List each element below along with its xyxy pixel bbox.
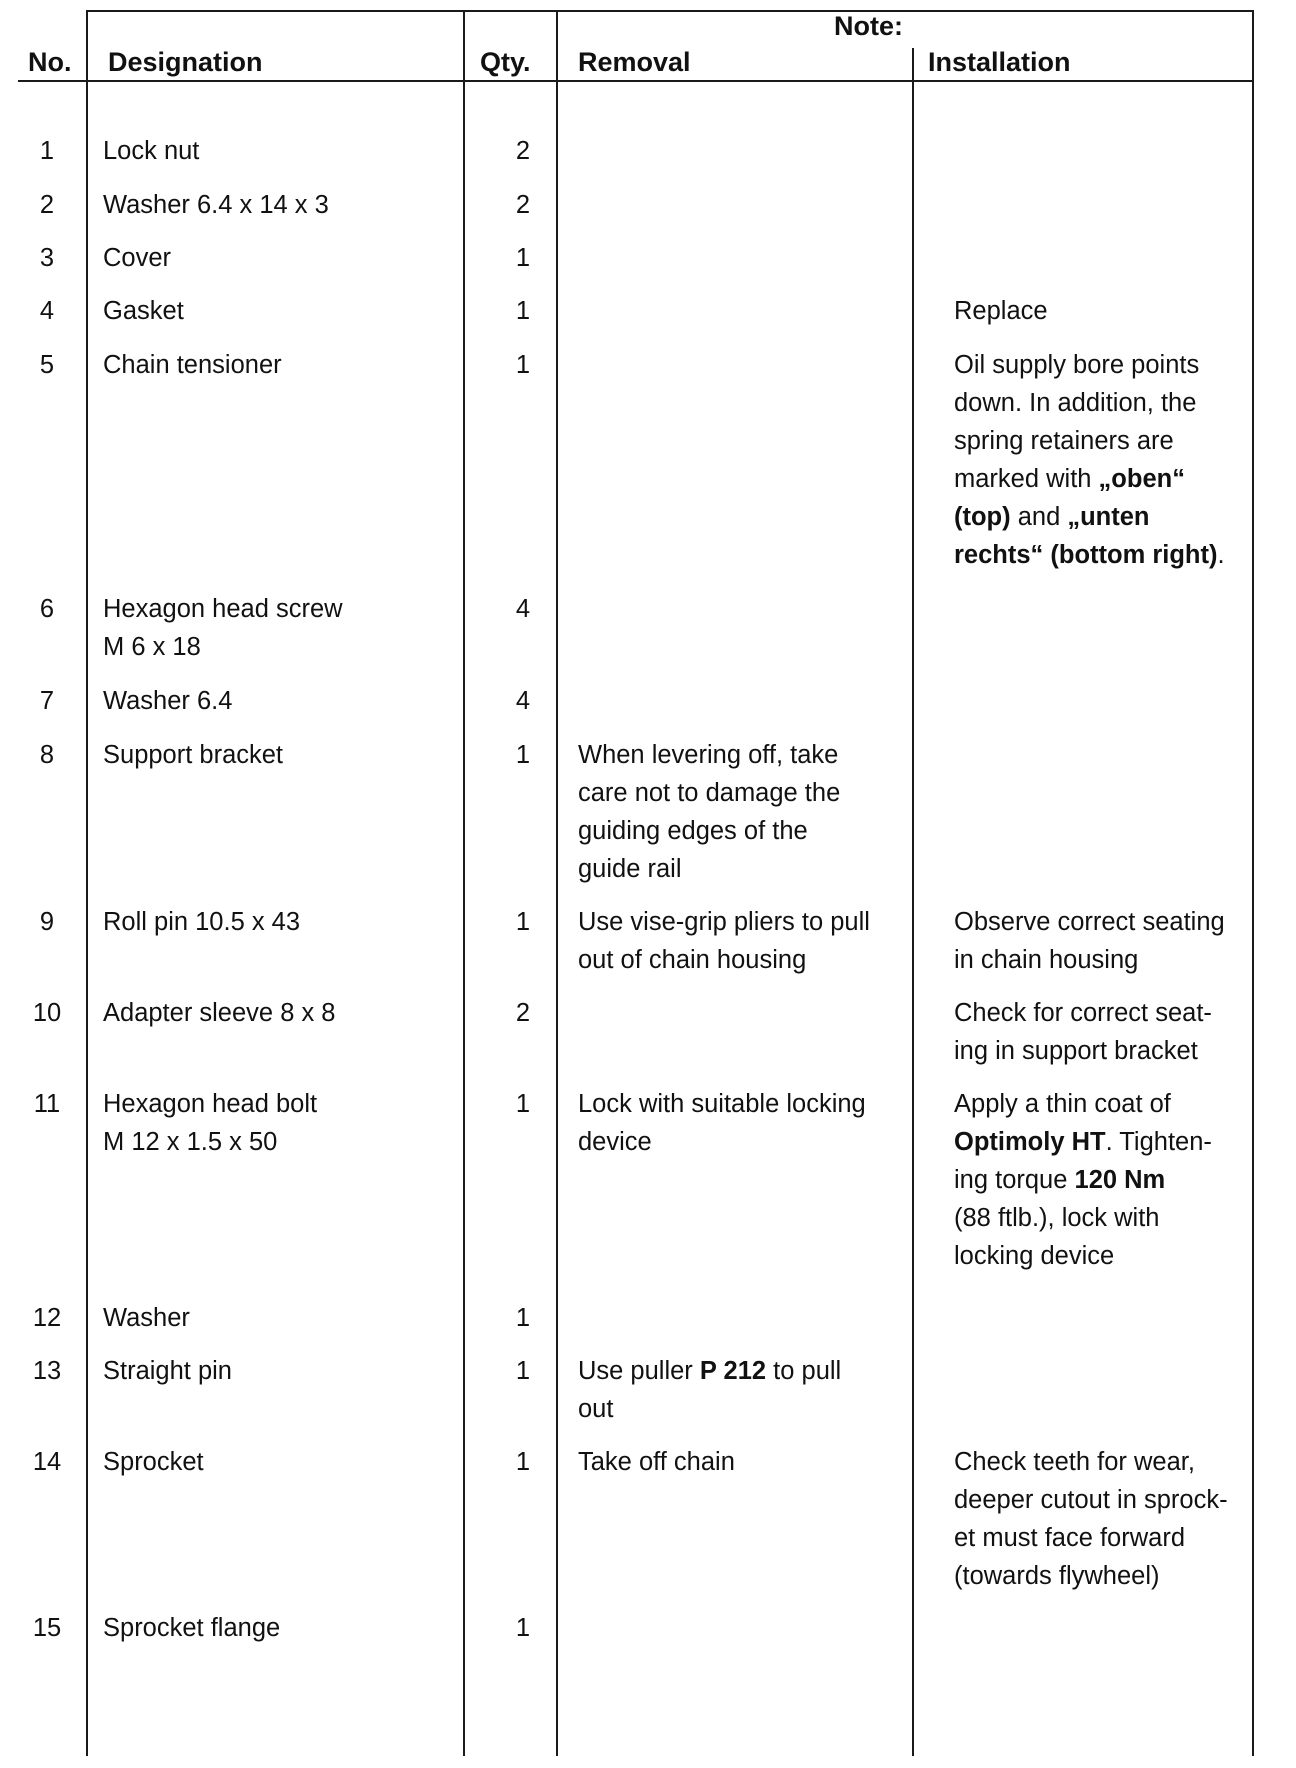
cell-designation [103,132,448,170]
text-line: device [578,1128,652,1156]
cell-designation [103,682,448,720]
cell-installation [954,903,1274,979]
text-line: M 6 x 18 [103,633,201,661]
cell-qty: 1 [515,297,531,325]
text-line: Use vise-grip pliers to pull [578,908,870,936]
cell-designation [103,346,448,384]
cell-qty: 1 [515,908,531,936]
header-no: No. [28,47,72,77]
cell-qty: 1 [515,1090,531,1118]
text-line: in chain housing [954,946,1139,974]
text-line: Sprocket [103,1448,204,1476]
text-line: guide rail [578,855,682,883]
header-note: Note: [834,11,903,41]
text-line: marked with „oben“ [954,465,1185,493]
text-line: Washer 6.4 x 14 x 3 [103,191,329,219]
cell-no: 13 [32,1357,62,1385]
cell-installation [954,1443,1274,1595]
text-line: Hexagon head screw [103,595,343,623]
cell-removal [578,1352,908,1428]
text-line: Support bracket [103,741,284,769]
cell-installation [954,1085,1274,1275]
cell-qty: 4 [515,687,531,715]
cell-designation [103,292,448,330]
cell-qty: 2 [515,999,531,1027]
cell-installation [954,292,1274,330]
text-line: (towards flywheel) [954,1562,1160,1590]
text-line: Chain tensioner [103,351,282,379]
text-line: Lock nut [103,137,200,165]
cell-no: 2 [39,191,55,219]
text-line: Hexagon head bolt [103,1090,318,1118]
cell-qty: 2 [515,191,531,219]
cell-qty: 1 [515,351,531,379]
cell-installation [954,994,1274,1070]
text-line: Observe correct seating [954,908,1225,936]
text-line: Oil supply bore points [954,351,1200,379]
text-line: guiding edges of the [578,817,808,845]
text-line: Adapter sleeve 8 x 8 [103,999,336,1027]
cell-qty: 1 [515,1448,531,1476]
rule-left [86,10,88,1756]
cell-designation [103,736,448,774]
cell-designation [103,1352,448,1390]
cell-designation [103,1085,448,1161]
text-line: out [578,1395,614,1423]
text-line: Gasket [103,297,184,325]
cell-no: 11 [33,1090,61,1118]
text-line: When levering off, take [578,741,839,769]
cell-designation [103,239,448,277]
text-line: Washer [103,1304,190,1332]
text-line: rechts“ (bottom right). [954,541,1225,569]
text-line: ing in support bracket [954,1037,1198,1065]
text-line: Lock with suitable locking [578,1090,866,1118]
cell-no: 10 [32,999,62,1027]
text-line: Apply a thin coat of [954,1090,1171,1118]
header-designation: Designation [108,47,263,77]
text-line: locking device [954,1242,1115,1270]
cell-no: 12 [32,1304,62,1332]
cell-qty: 1 [515,741,531,769]
text-line: out of chain housing [578,946,807,974]
rule-top [86,10,1254,12]
text-line: Check teeth for wear, [954,1448,1195,1476]
text-line: et must face forward [954,1524,1186,1552]
header-removal: Removal [578,47,691,77]
text-line: deeper cutout in sprock- [954,1486,1228,1514]
cell-removal [578,1443,908,1481]
cell-no: 7 [39,687,55,715]
text-line: M 12 x 1.5 x 50 [103,1128,278,1156]
cell-qty: 1 [515,244,531,272]
text-line: Use puller P 212 to pull [578,1357,842,1385]
cell-removal [578,736,908,888]
text-line: down. In addition, the [954,389,1197,417]
cell-designation [103,1609,448,1647]
text-line: Roll pin 10.5 x 43 [103,908,301,936]
text-line: Cover [103,244,172,272]
text-line: care not to damage the [578,779,841,807]
header-installation: Installation [928,47,1071,77]
text-line: Optimoly HT. Tighten- [954,1128,1212,1156]
cell-no: 14 [32,1448,62,1476]
cell-installation [954,346,1274,574]
text-line: (88 ftlb.), lock with [954,1204,1160,1232]
text-line: Straight pin [103,1357,232,1385]
rule-removal-installation [912,48,914,1756]
cell-no: 4 [39,297,55,325]
cell-designation [103,903,448,941]
cell-no: 9 [39,908,55,936]
cell-no: 8 [39,741,55,769]
cell-no: 15 [32,1614,62,1642]
text-line: ing torque 120 Nm [954,1166,1166,1194]
header-qty: Qty. [480,47,531,77]
cell-no: 5 [39,351,55,379]
cell-qty: 1 [515,1304,531,1332]
cell-designation [103,590,448,666]
cell-qty: 1 [515,1614,531,1642]
cell-designation [103,994,448,1032]
cell-designation [103,1299,448,1337]
rule-designation-qty [463,10,465,1756]
text-line: Take off chain [578,1448,735,1476]
text-line: spring retainers are [954,427,1174,455]
cell-no: 3 [39,244,55,272]
rule-header-bottom [18,80,1254,82]
text-line: (top) and „unten [954,503,1150,531]
cell-removal [578,1085,908,1161]
cell-qty: 1 [515,1357,531,1385]
cell-designation [103,186,448,224]
text-line: Washer 6.4 [103,687,233,715]
cell-designation [103,1443,448,1481]
cell-qty: 4 [515,595,531,623]
cell-no: 1 [39,137,55,165]
cell-qty: 2 [515,137,531,165]
cell-removal [578,903,908,979]
text-line: Replace [954,297,1048,325]
cell-no: 6 [39,595,55,623]
text-line: Check for correct seat- [954,999,1212,1027]
text-line: Sprocket flange [103,1614,281,1642]
